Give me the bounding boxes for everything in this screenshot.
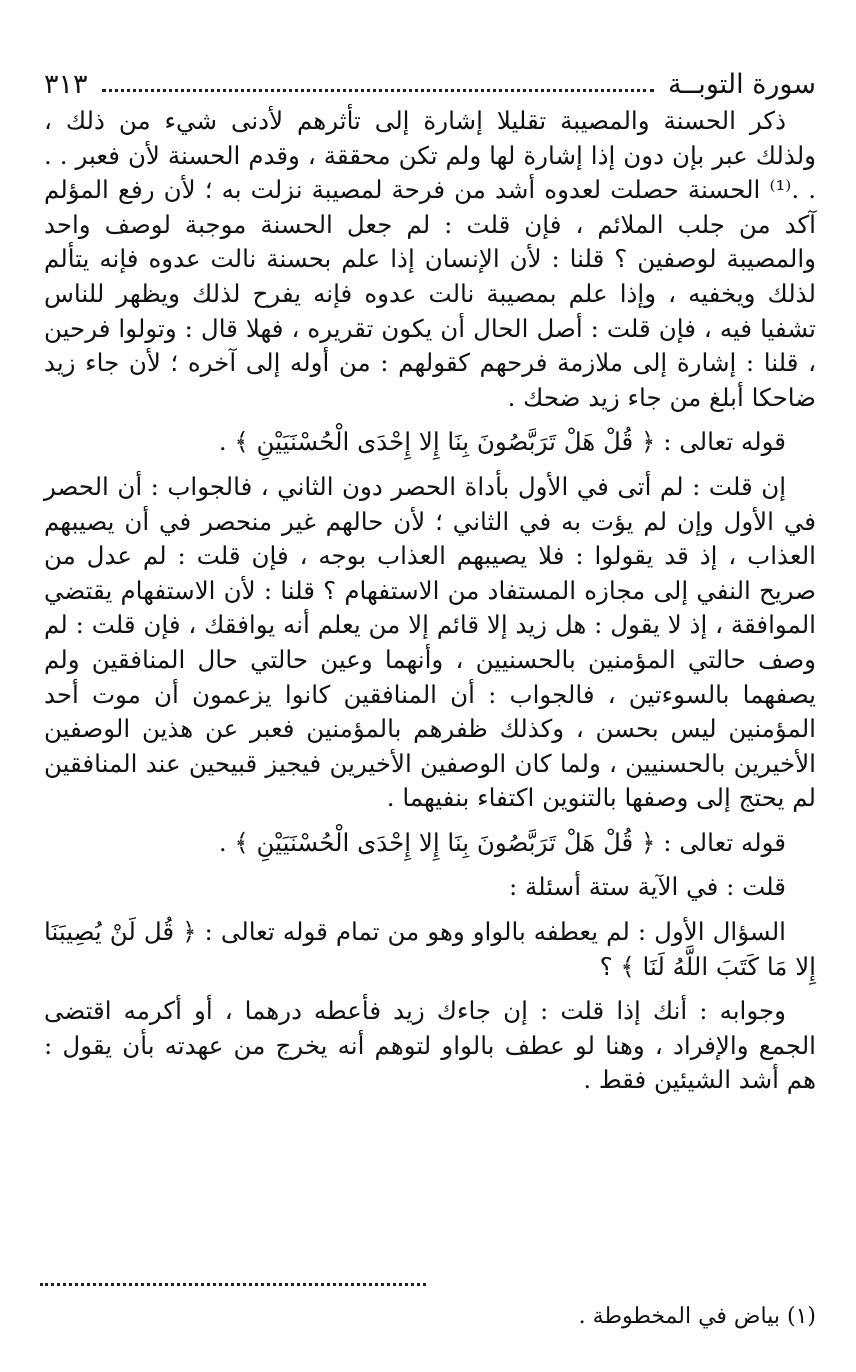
- paragraph-1: ذكر الحسنة والمصيبة تقليلا إشارة إلى تأثرهم لأدنى شيء من ذلك ، ولذلك عبر بإن دون إذا إشارة لها ولم تكن محققة ، وقدم الحسنة لأن فعبر . . . .⁽¹⁾ الحسنة حصلت لعدوه أشد من فرحة لمصيبة نزلت به ؛ لأن رفع المؤلم آكد من جلب الملائم ، فإن قلت : لم جعل الحسنة موجبة لوصف واحد والمصيبة لوصفين ؟ قلنا : لأن الإنسان إذا علم بحسنة نالت عدوه فإنه يتألم لذلك ويخفيه ، وإذا علم بمصيبة نالت عدوه فإنه يفرح لذلك ويظهر للناس تشفيا فيه ، فإن قلت : أصل الحال أن يكون تقريره ، فهلا قال : وتولوا فرحين ، قلنا : إشارة إلى ملازمة فرحهم كقولهم : من أوله إلى آخره ؛ لأن جاء زيد ضاحكا أبلغ من جاء زيد ضحك .: [44, 106, 816, 412]
- page-body: [44, 66, 816, 1098]
- questions-intro: قلت : في الآية ستة أسئلة :: [508, 872, 786, 902]
- answer-1: وجوابه : أنك إذا قلت : إن جاءك زيد فأعطه درهما ، أو أكرمه اقتضى الجمع والإفراد ، وهنا لو عطف بالواو لتوهم أنه يخرج من عهدته بأن يقول : هم أشد الشيئين فقط .: [44, 996, 816, 1095]
- running-header: [44, 66, 816, 102]
- paragraph-2: إن قلت : لم أتى في الأول بأداة الحصر دون الثاني ، فالجواب : أن الحصر في الأول وإن لم يؤت به في الثاني ؛ لأن حالهم غير منحصر في أن يصيبهم العذاب ، إذ قد يقولوا : فلا يصيبهم العذاب بوجه ، فإن قلت : لم عدل من صريح النفي إلى مجازه المستفاد من الاستفهام ؟ قلنا : لأن الاستفهام يقتضي الموافقة ، إذ لا يقول : هل زيد إلا قائم إلا من يعلم أنه يوافقك ، فإن قلت : لم وصف حالتي المؤمنين بالحسنيين ، وأنهما وعين حالتي حال المنافقين ولم يصفهما بالسوءتين ، فالجواب : أن المنافقين كانوا يزعمون أن موت أحد المؤمنين ليس بحسن ، وكذلك ظفرهم بالمؤمنين فعبر عن هذين الوصفين الأخيرين بالحسنيين ، ولما كان الوصفين الأخيرين فيجيز قبيحين عند المنافقين لم يحتج إلى وصفها بالتنوين اكتفاء بنفيهما .: [44, 471, 816, 813]
- footnote-separator: [40, 1283, 426, 1286]
- verse-heading-1: قوله تعالى : ﴿ قُلْ هَلْ تَرَبَّصُونَ بِنَا إِلا إِحْدَى الْحُسْنَيَيْنِ ﴾ .: [218, 427, 786, 457]
- footnote: (١) بياض في المخطوطة .: [578, 1304, 816, 1329]
- header-leader-dots: [102, 89, 655, 92]
- surah-title: سورة التوبــة: [668, 68, 816, 100]
- verse-heading-2: قوله تعالى : ﴿ قُلْ هَلْ تَرَبَّصُونَ بِنَا إِلا إِحْدَى الْحُسْنَيَيْنِ ﴾ .: [218, 827, 786, 857]
- question-1: السؤال الأول : لم يعطفه بالواو وهو من تمام قوله تعالى : ﴿ قُل لَنْ يُصِيبَنَا إِلا مَا كَتَبَ اللَّهُ لَنَا ﴾ ؟: [44, 917, 816, 981]
- page-number: ٣١٣: [44, 68, 88, 100]
